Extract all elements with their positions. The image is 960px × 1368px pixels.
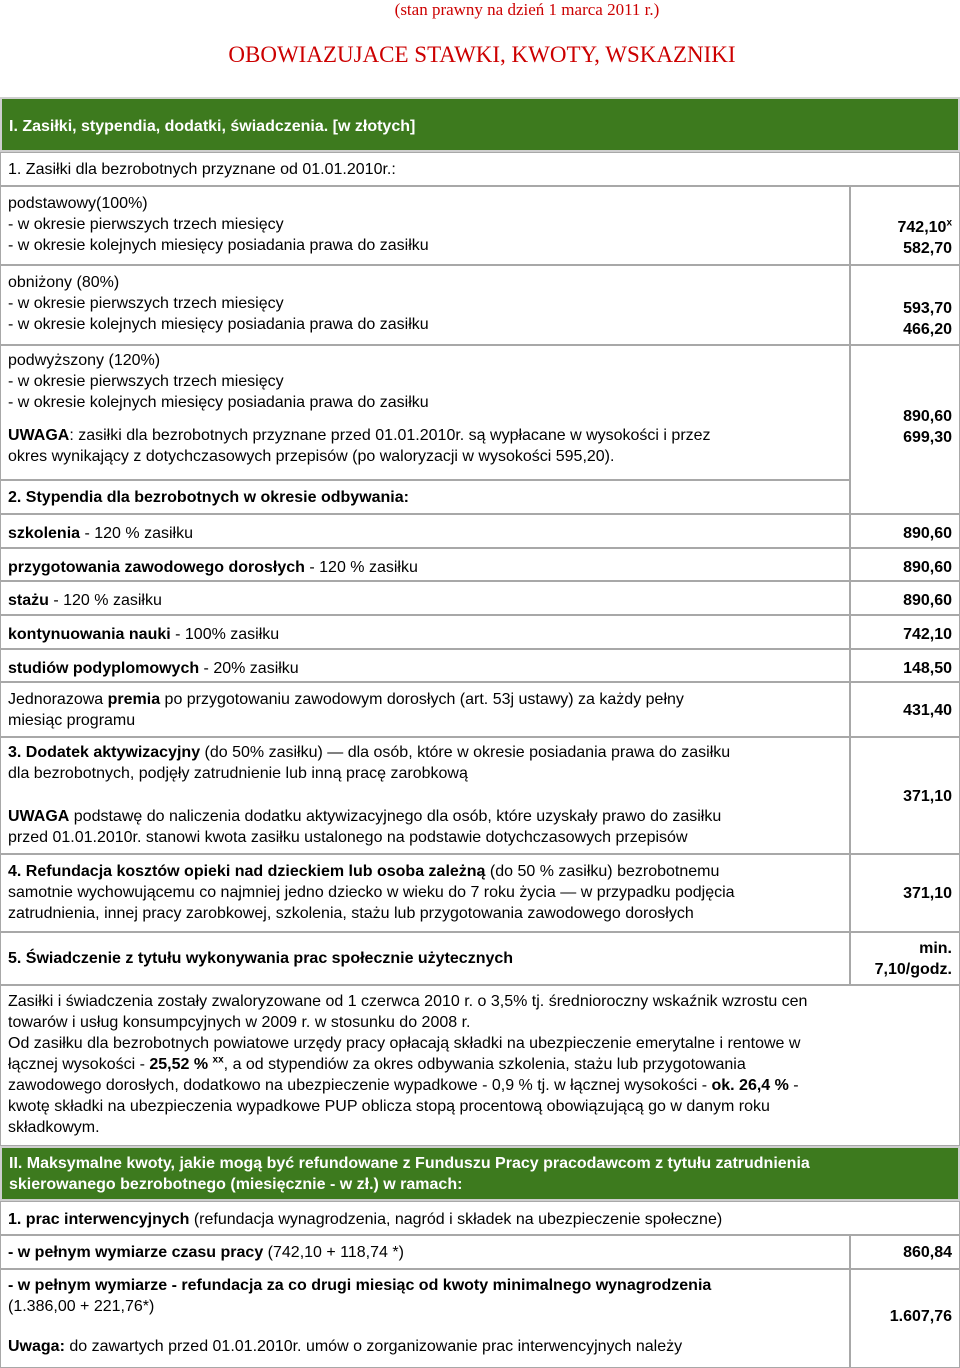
full-time-refund-note-text: do zawartych przed 01.01.2010r. umów o zorganizowanie prac interwencyjnych należy (64, 1338, 683, 1355)
benefit-reduced-description (0, 265, 850, 345)
lump-sum-bonus-value: 431,40 (850, 682, 960, 737)
stipend-vocational-label (0, 548, 850, 581)
childcare-line-2: samotnie wychowującemu co najmniej jedno dziecko w wieku do 7 roku życia — w przypadku podjęcia (8, 884, 735, 901)
stipend-postgrad-label (0, 649, 850, 682)
full-time-refund-bold: - w pełnym wymiarze - refundacja za co drugi miesiąc od kwoty minimalnego wynagrodzenia (8, 1277, 712, 1294)
section-2-title-line-1: II. Maksymalne kwoty, jakie mogą być refundowane z Funduszu Pracy pracodawcom z tytułu zatrudnienia (9, 1155, 810, 1172)
stipend-vocational-rest: - 120 % zasiłku (304, 559, 418, 576)
lump-sum-line-2: miesiąc programu (8, 712, 136, 729)
public-works-label: 5. Świadczenie z tytułu wykonywania prac społecznie użytecznych (0, 932, 850, 985)
childcare-line-3: zatrudnienia, innej pracy zarobkowej, szkolenia, stażu lub przygotowania zawodowego dorosłych (8, 905, 694, 922)
benefit-increased-description (0, 345, 850, 480)
activation-note-line-2: przed 01.01.2010r. stanowi kwota zasiłku ustalonego na podstawie dotychczasowych przepisów (8, 829, 688, 846)
stipend-postgrad-rest: - 20% zasiłku (199, 660, 299, 677)
indexation-line-5-rate: ok. 26,4 % (711, 1077, 789, 1094)
public-works-value-1: min. (919, 940, 952, 957)
intervention-works-title (0, 1201, 960, 1235)
benefit-increased-line-1: podwyższony (120%) (8, 352, 161, 369)
indexation-line-4-rate: 25,52 % (149, 1056, 209, 1073)
stipend-vocational-value: 890,60 (850, 548, 960, 581)
indexation-footnote-mark: xx (212, 1054, 224, 1066)
benefit-basic-line-1: podstawowy(100%) (8, 195, 148, 212)
document-title: OBOWIAZUJACE STAWKI, KWOTY, WSKAZNIKI (228, 42, 736, 67)
benefit-increased-note-text: : zasiłki dla bezrobotnych przyznane przed 01.01.2010r. są wypłacane w wysokości i przez (69, 427, 711, 444)
benefit-basic-values (850, 186, 960, 265)
activation-bold: 3. Dodatek aktywizacyjny (8, 744, 201, 761)
subsection-2-title: 2. Stypendia dla bezrobotnych w okresie odbywania: (0, 480, 850, 514)
stipend-education-bold: kontynuowania nauki (8, 626, 171, 643)
section-1-header: I. Zasiłki, stypendia, dodatki, świadczenia. [w złotych] (0, 97, 960, 152)
childcare-refund-value: 371,10 (850, 854, 960, 932)
intervention-works-bold: 1. prac interwencyjnych (8, 1211, 190, 1228)
benefit-increased-value-1: 890,60 (903, 408, 952, 425)
stipend-internship-value: 890,60 (850, 581, 960, 615)
section-2-title-line-2: skierowanego bezrobotnego (miesięcznie - w zł.) w ramach: (9, 1176, 463, 1193)
indexation-line-3: Od zasiłku dla bezrobotnych powiatowe urzędy pracy opłacają składki na ubezpieczenie emerytalne i rentowe w (8, 1035, 801, 1052)
benefit-reduced-value-1: 593,70 (903, 300, 952, 317)
stipend-training-label (0, 514, 850, 548)
indexation-line-6: kwotę składki na ubezpieczenia wypadkowe PUP oblicza stopą procentową obowiązującą go w danym roku (8, 1098, 770, 1115)
lump-sum-bold: premia (107, 691, 161, 708)
benefit-reduced-value-2: 466,20 (903, 321, 952, 338)
full-time-refund-note-label: Uwaga: (8, 1338, 65, 1355)
stipend-postgrad-bold: studiów podyplomowych (8, 660, 200, 677)
indexation-line-4-post: , a od stypendiów za okres odbywania szkolenia, stażu lub przygotowania (223, 1056, 746, 1073)
stipend-education-rest: - 100% zasiłku (170, 626, 280, 643)
benefit-basic-value-2: 582,70 (903, 240, 952, 257)
benefit-basic-line-2: - w okresie pierwszych trzech miesięcy (8, 216, 284, 233)
public-works-value (850, 932, 960, 985)
lump-sum-post: po przygotowaniu zawodowym dorosłych (art. 53j ustawy) za każdy pełny (160, 691, 684, 708)
subsection-1-title: 1. Zasiłki dla bezrobotnych przyznane od 01.01.2010r.: (0, 152, 960, 186)
benefit-increased-value-2: 699,30 (903, 429, 952, 446)
lump-sum-bonus-label (0, 682, 850, 737)
indexation-line-5-pre: zawodowego dorosłych, dodatkowo na ubezpieczenie wypadkowe - 0,9 % tj. w łącznej wysokości - (8, 1077, 712, 1094)
indexation-line-2: towarów i usług konsumpcyjnych w 2009 r. w stosunku do 2008 r. (8, 1014, 471, 1031)
activation-text: (do 50% zasiłku) — dla osób, które w okresie posiadania prawa do zasiłku (200, 744, 731, 761)
stipend-education-label (0, 615, 850, 649)
stipend-training-value: 890,60 (850, 514, 960, 548)
benefit-reduced-values (850, 265, 960, 345)
full-time-label (0, 1235, 850, 1269)
lump-sum-pre: Jednorazowa (8, 691, 108, 708)
activation-line-2: dla bezrobotnych, podjęły zatrudnienie lub inną pracę zarobkową (8, 765, 468, 782)
benefit-increased-values (850, 345, 960, 514)
activation-note-text: podstawę do naliczenia dodatku aktywizacyjnego dla osób, które uzyskały prawo do zasiłku (69, 808, 722, 825)
indexation-line-5-post: - (788, 1077, 799, 1094)
benefit-reduced-line-3: - w okresie kolejnych miesięcy posiadania prawa do zasiłku (8, 316, 429, 333)
full-time-refund-label (0, 1269, 850, 1368)
childcare-text: (do 50 % zasiłku) bezrobotnemu (485, 863, 720, 880)
benefit-reduced-line-1: obniżony (80%) (8, 274, 120, 291)
legal-status-note: (stan prawny na dzień 1 marca 2011 r.) (394, 0, 660, 19)
stipend-internship-bold: stażu (8, 592, 49, 609)
stipend-internship-label (0, 581, 850, 615)
benefit-increased-note-line-2: okres wynikający z dotychczasowych przepisów (po waloryzacji w wysokości 595,20). (8, 448, 615, 465)
benefit-basic-value-1: 742,10 (897, 219, 947, 236)
benefit-basic-footnote-mark: x (946, 217, 952, 229)
childcare-bold: 4. Refundacja kosztów opieki nad dzieckiem lub osoba zależną (8, 863, 486, 880)
stipend-vocational-bold: przygotowania zawodowego dorosłych (8, 559, 305, 576)
stipend-training-rest: - 120 % zasiłku (80, 525, 193, 542)
activation-allowance-value: 371,10 (850, 737, 960, 854)
stipend-postgrad-value: 148,50 (850, 649, 960, 682)
benefit-increased-note-label: UWAGA (8, 427, 70, 444)
childcare-refund-label (0, 854, 850, 932)
indexation-line-1: Zasiłki i świadczenia zostały zwaloryzowane od 1 czerwca 2010 r. o 3,5% tj. średnioroczny wskaźnik wzrostu cen (8, 993, 808, 1010)
stipend-internship-rest: - 120 % zasiłku (48, 592, 162, 609)
activation-note-label: UWAGA (8, 808, 70, 825)
benefit-basic-description (0, 186, 850, 265)
full-time-bold: - w pełnym wymiarze czasu pracy (8, 1244, 264, 1261)
benefit-increased-line-2: - w okresie pierwszych trzech miesięcy (8, 373, 284, 390)
stipend-training-bold: szkolenia (8, 525, 81, 542)
intervention-works-rest: (refundacja wynagrodzenia, nagród i składek na ubezpieczenie społeczne) (189, 1211, 723, 1228)
benefit-increased-line-3: - w okresie kolejnych miesięcy posiadania prawa do zasiłku (8, 394, 429, 411)
section-2-header (0, 1146, 960, 1201)
benefit-increased-note (8, 425, 842, 446)
stipend-education-value: 742,10 (850, 615, 960, 649)
benefit-basic-line-3: - w okresie kolejnych miesięcy posiadania prawa do zasiłku (8, 237, 429, 254)
indexation-notes (0, 985, 960, 1146)
full-time-rest: (742,10 + 118,74 *) (263, 1244, 404, 1261)
indexation-line-4-pre: łącznej wysokości - (8, 1056, 150, 1073)
public-works-value-2: 7,10/godz. (874, 961, 952, 978)
full-time-refund-value: 1.607,76 (850, 1269, 960, 1368)
full-time-value: 860,84 (850, 1235, 960, 1269)
full-time-refund-line-2: (1.386,00 + 221,76*) (8, 1298, 155, 1315)
indexation-line-7: składkowym. (8, 1119, 100, 1136)
activation-allowance-label (0, 737, 850, 854)
benefit-reduced-line-2: - w okresie pierwszych trzech miesięcy (8, 295, 284, 312)
